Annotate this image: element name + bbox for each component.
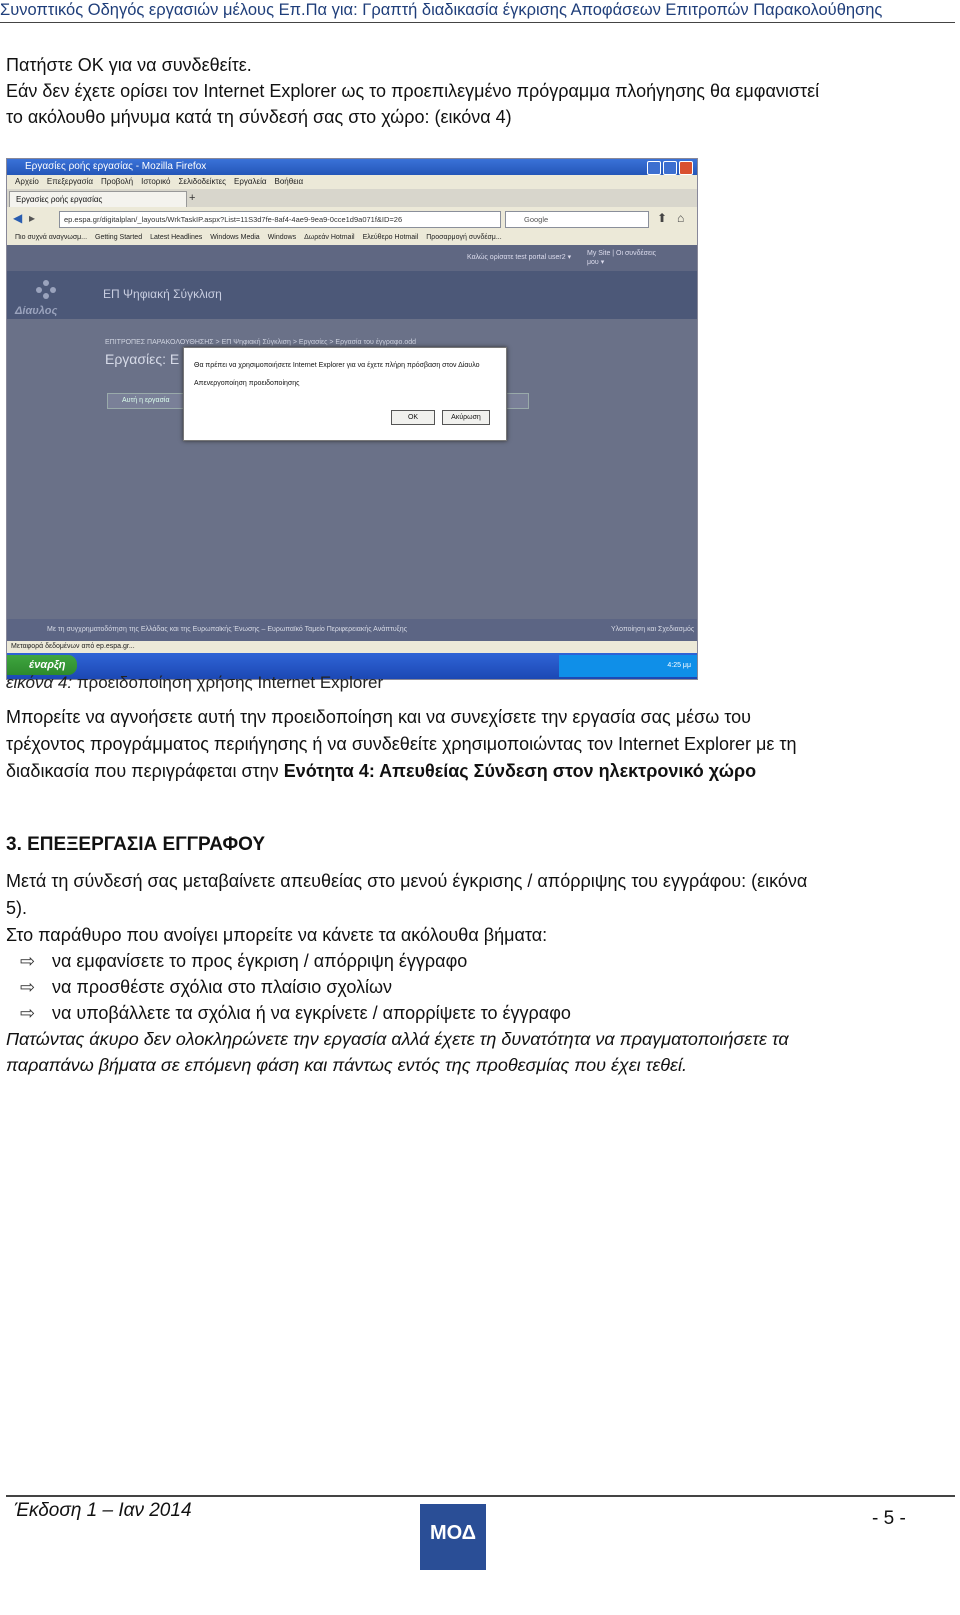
- system-tray: [559, 655, 697, 677]
- mod-logo-text: ΜΟΔ: [429, 1522, 477, 1544]
- site-top-bar: [7, 245, 697, 271]
- para3-line-2: 5).: [6, 898, 28, 918]
- page-heading: Εργασίες: Ε: [105, 351, 180, 367]
- bookmark-1[interactable]: Πιο συχνά αναγνωσμ...: [15, 234, 88, 241]
- bookmarks-toolbar: [7, 231, 697, 246]
- edition-label: Έκδοση 1 – Ιαν 2014: [14, 1500, 192, 1521]
- home-icon[interactable]: ⌂: [677, 211, 685, 225]
- site-footer-text: Με τη συγχρηματοδότηση της Ελλάδας και της Ευρωπαϊκής Ένωσης – Ευρωπαϊκό Ταμείο Περιφερειακής Ανάπτυξης: [47, 626, 408, 633]
- menu-edit[interactable]: Επεξεργασία: [46, 177, 93, 186]
- para2-line-2: τρέχοντος προγράμματος περιήγησης ή να συνδεθείτε χρησιμοποιώντας τον Internet Explorer με τη: [6, 734, 797, 754]
- mysite-link[interactable]: My Site | Οι συνδέσεις μου ▾: [587, 250, 657, 266]
- mod-logo: [420, 1504, 486, 1570]
- bookmark-3[interactable]: Latest Headlines: [150, 234, 203, 241]
- bookmark-7[interactable]: Ελεύθερο Hotmail: [362, 234, 419, 241]
- menu-history[interactable]: Ιστορικό: [141, 177, 171, 186]
- menu-file[interactable]: Αρχείο: [15, 177, 39, 186]
- logo-text: Δίαυλος: [15, 305, 58, 317]
- list-item: [20, 948, 467, 974]
- note-line-2: παραπάνω βήματα σε επόμενη φάση και πάντως εντός της προθεσμίας που έχει τεθεί.: [6, 1055, 687, 1075]
- ok-button[interactable]: OK: [391, 410, 435, 425]
- section4-reference: Ενότητα 4: Απευθείας Σύνδεση στον ηλεκτρονικό χώρο: [283, 761, 757, 781]
- browser-navbar: [7, 207, 697, 231]
- bookmark-2[interactable]: Getting Started: [95, 234, 143, 241]
- section-3-heading: 3. ΕΠΕΞΕΡΓΑΣΙΑ ΕΓΓΡΑΦΟΥ: [6, 834, 266, 855]
- footer-divider: [6, 1495, 955, 1497]
- list-item: [20, 974, 392, 1000]
- menu-bookmarks[interactable]: Σελιδοδείκτες: [178, 177, 227, 186]
- cancel-button[interactable]: Ακύρωση: [442, 410, 490, 425]
- search-input[interactable]: [505, 211, 649, 228]
- menu-tools[interactable]: Εργαλεία: [234, 177, 267, 186]
- caption-text: προειδοποίηση χρήσης Internet Explorer: [72, 673, 384, 692]
- arrow-right-icon: ⇨: [20, 951, 36, 971]
- browser-tab[interactable]: [9, 191, 187, 208]
- start-button[interactable]: έναρξη: [7, 655, 77, 675]
- bookmark-8[interactable]: Προσαρμογή συνδέσμ...: [426, 234, 502, 241]
- close-icon[interactable]: [679, 161, 693, 175]
- browser-title-bar: [7, 159, 697, 175]
- browser-statusbar: [7, 641, 697, 653]
- list-item: [20, 1000, 571, 1026]
- para3-line-1: Μετά τη σύνδεσή σας μεταβαίνετε απευθείας στο μενού έγκρισης / απόρριψης του εγγράφου: (εικόνα: [6, 871, 808, 891]
- task-row-label: Αυτή η εργασία: [122, 397, 170, 404]
- breadcrumb[interactable]: ΕΠΙΤΡΟΠΕΣ ΠΑΡΑΚΟΛΟΥΘΗΣΗΣ > ΕΠ Ψηφιακή Σύγκλιση > Εργασίες > Εργασία του έγγραφο.odd: [105, 339, 417, 346]
- running-header: Συνοπτικός Οδηγός εργασιών μέλους Επ.Πα για: Γραπτή διαδικασία έγκρισης Αποφάσεων Επιτροπών Παρακολούθησης: [0, 0, 955, 23]
- arrow-right-icon: ⇨: [20, 977, 36, 997]
- menu-help[interactable]: Βοήθεια: [274, 177, 304, 186]
- list-item-text: να εμφανίσετε το προς έγκριση / απόρριψη έγγραφο: [52, 951, 468, 971]
- para2-line-3-text: διαδικασία που περιγράφεται στην: [6, 761, 284, 781]
- browser-title: Εργασίες ροής εργασίας - Mozilla Firefox: [25, 161, 207, 172]
- para2-line-1: Μπορείτε να αγνοήσετε αυτή την προειδοποίηση και να συνεχίσετε την εργασία σας μέσω του: [6, 707, 751, 727]
- figure-4-screenshot: [6, 158, 698, 680]
- minimize-icon[interactable]: [647, 161, 661, 175]
- status-text: Μεταφορά δεδομένων από ep.espa.gr...: [11, 643, 135, 650]
- search-placeholder: Google: [524, 215, 549, 224]
- bookmark-4[interactable]: Windows Media: [210, 234, 260, 241]
- maximize-icon[interactable]: [663, 161, 677, 175]
- back-icon[interactable]: ◀: [13, 211, 23, 225]
- caption-prefix: εικόνα 4:: [6, 673, 73, 692]
- intro-line-3: το ακόλουθο μήνυμα κατά τη σύνδεσή σας στο χώρο: (εικόνα 4): [6, 107, 512, 127]
- bookmark-5[interactable]: Windows: [267, 234, 297, 241]
- site-footer-right: Υλοποίηση και Σχεδιασμός: [611, 626, 695, 633]
- ie-warning-dialog: [183, 347, 507, 441]
- page-number: - 5 -: [872, 1508, 906, 1529]
- browser-menubar: [7, 175, 697, 189]
- dialog-message: Θα πρέπει να χρησιμοποιήσετε Internet Explorer για να έχετε πλήρη πρόσβαση στον Δίαυλο: [194, 362, 480, 369]
- browser-tabbar: [7, 189, 697, 207]
- list-item-text: να προσθέστε σχόλια στο πλαίσιο σχολίων: [52, 977, 393, 997]
- bookmark-star-icon[interactable]: ⬆: [657, 211, 668, 225]
- figure-caption: [6, 673, 383, 693]
- para3-line-3: Στο παράθυρο που ανοίγει μπορείτε να κάνετε τα ακόλουθα βήματα:: [6, 925, 548, 945]
- site-name: ΕΠ Ψηφιακή Σύγκλιση: [103, 287, 222, 301]
- url-text: ep.espa.gr/digitalplan/_layouts/WrkTaskIP.aspx?List=11S3d7fe-8af4-4ae9-9ea9-0cce1d9a071f&ID=26: [64, 215, 403, 224]
- list-item-text: να υποβάλλετε τα σχόλια ή να εγκρίνετε / απορρίψετε το έγγραφο: [52, 1003, 571, 1023]
- forward-icon[interactable]: ▸: [29, 211, 36, 225]
- arrow-right-icon: ⇨: [20, 1003, 36, 1023]
- menu-view[interactable]: Προβολή: [100, 177, 134, 186]
- dialog-checkbox-label[interactable]: Απενεργοποίηση προειδοποίησης: [194, 380, 300, 387]
- site-footer: [7, 619, 697, 641]
- new-tab-icon[interactable]: +: [189, 192, 196, 204]
- para2-line-3: [6, 758, 951, 784]
- bookmark-6[interactable]: Δωρεάν Hotmail: [304, 234, 355, 241]
- clock: 4:25 μμ: [667, 662, 691, 669]
- intro-line-1: Πατήστε ΟΚ για να συνδεθείτε.: [6, 55, 252, 75]
- note-line-1: Πατώντας άκυρο δεν ολοκληρώνετε την εργασία αλλά έχετε τη δυνατότητα να πραγματοποιήσετε τα: [6, 1029, 789, 1049]
- site-banner: [7, 271, 697, 319]
- address-bar[interactable]: [59, 211, 501, 228]
- tab-label: Εργασίες ροής εργασίας: [16, 195, 103, 204]
- welcome-menu[interactable]: Καλώς ορίσατε test portal user2 ▾: [467, 254, 572, 261]
- intro-line-2: Εάν δεν έχετε ορίσει τον Internet Explorer ως το προεπιλεγμένο πρόγραμμα πλοήγησης θα εμφανιστεί: [6, 81, 820, 101]
